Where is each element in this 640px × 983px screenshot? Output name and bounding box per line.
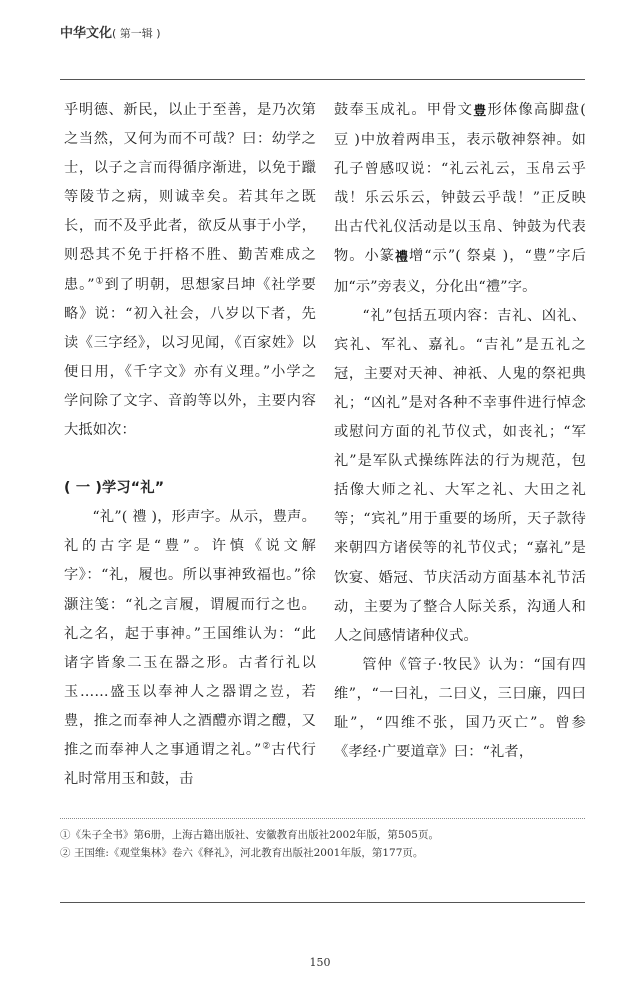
footnote-2: ② 王国维:《观堂集林》卷六《释礼》，河北教育出版社2001年版，第177页。 [60,847,424,859]
right-paragraph-1 [334,96,586,302]
seal-script-glyph-icon: 禮 [394,250,409,266]
left-paragraph-1-text: 乎明德、新民，以止于至善，是乃次第之当然，又何为而不可哉？曰：幼学之士，以子之言而得循序渐进，以免于躐等陵节之病，则诚幸矣。若其年之既长，而不及乎此者，欲反从事于小学，则恐其不免于扞格不胜、勤苦难成之患。” [64,102,316,293]
left-paragraph-2-text: “礼”( 禮 )，形声字。从示，豊声。礼的古字是“豊”。许慎《说文解字》：“礼，履也。所以事神致福也。”徐灏注笺：“礼之言履，谓履而行之也。礼之名，起于事神。”王国维认为：“此诸字皆象二玉在器之形。古者行礼以玉……盛玉以奉神人之器谓之𧯛，若豊，推之而奉神人之酒醴亦谓之醴，又推之而奉神人之事通谓之礼。” [64,509,316,758]
running-head-subtitle: ( 第一辑 ) [112,27,161,40]
right-paragraph-3: 管仲《管子·牧民》认为：“国有四维”，“一曰礼，二曰义，三曰廉，四曰耻”，“四维不张，国乃灭亡”。曾参《孝经·广要道章》曰：“礼者， [334,656,586,761]
right-paragraph-1-a: 鼓奉玉成礼。甲骨文 [334,102,474,118]
footer-rule [60,902,585,903]
header-rule [60,79,585,80]
footnote-ref-1[interactable]: ① [94,275,105,286]
footnote-ref-2[interactable]: ② [261,741,272,752]
footnotes [60,826,585,862]
page-number: 150 [309,956,331,969]
right-column [334,96,586,767]
section-gap [64,445,316,474]
right-paragraph-2: “礼”包括五项内容：吉礼、凶礼、宾礼、军礼、嘉礼。“吉礼”是五礼之冠，主要对天神、神祇、人鬼的祭祀典礼；“凶礼”是对各种不幸事件进行悼念或慰问方面的礼节仪式，如丧礼；“军礼”是军队式操练阵法的行为规范，包括像大师之礼、大军之礼、大田之礼等；“宾礼”用于重要的场所，天子款待来朝四方诸侯等的礼节仪式；“嘉礼”是饮宴、婚冠、节庆活动方面基本礼节活动，主要为了整合人际关系，沟通人和人之间感情诸种仪式。 [334,307,586,644]
left-paragraph-2-tail: 古代行礼时常用玉和鼓，击 [64,741,316,788]
footnote-1: ①《朱子全书》第6册，上海古籍出版社、安徽教育出版社2002年版，第505页。 [60,829,439,841]
left-paragraph-1-tail: 到了明朝，思想家吕坤《社学要略》说：“初入社会，八岁以下者，先读《三字经》，以习见闻，《百家姓》以便日用，《千字文》亦有义理。”小学之学问除了文字、音韵等以外，主要内容大抵如次： [64,276,316,439]
right-paragraph-1-c: 增“示”( 祭桌 )，“豊”字后加“示”旁表义，分化出“禮”字。 [334,248,586,295]
section-heading: ( 一 )学习“礼” [64,480,165,497]
oracle-bone-glyph-icon: 豊 [473,104,487,119]
left-paragraph-1 [64,96,316,445]
running-head-title: 中华文化 [60,26,113,41]
left-paragraph-2 [64,503,316,794]
footnote-divider [60,818,585,819]
right-paragraph-1-b: 形体像高脚盘( 豆 )中放着两串玉，表示敬神祭神。如孔子曾感叹说：“礼云礼云，玉帛云乎哉！乐云乐云，钟鼓云乎哉！”正反映出古代礼仪活动是以玉帛、钟鼓为代表物。小篆 [334,102,586,265]
left-column [64,96,316,794]
running-head [60,22,161,41]
